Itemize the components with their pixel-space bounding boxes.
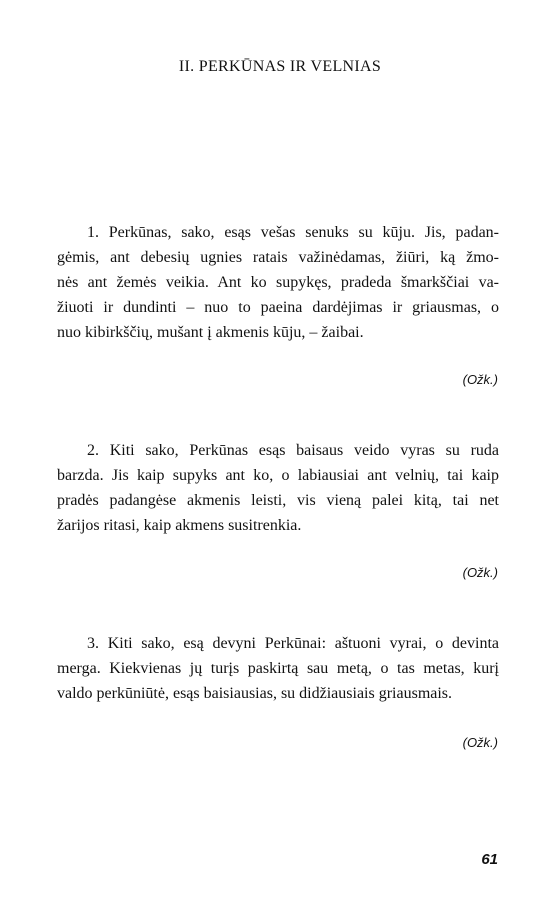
story-2 xyxy=(57,438,499,538)
source-note: (Ožk.) xyxy=(462,372,498,387)
story-1 xyxy=(57,220,499,345)
story-line: 3. Kiti sako, esą devyni Perkūnai: aštuoni vyrai, o devinta xyxy=(87,635,499,652)
story-line: valdo perkūniūtė, esąs baisiausias, su didžiausiais griausmais. xyxy=(57,685,453,702)
story-line: gėmis, ant debesių ugnies ratais važinėdamas, žiūri, ką žmo- xyxy=(57,249,499,266)
story-line: nuo kibirkščių, mušant į akmenis kūju, – žaibai. xyxy=(57,324,364,341)
story-line: barzda. Jis kaip supyks ant ko, o labiausiai ant velnių, tai kaip xyxy=(57,467,499,484)
story-line: žiuoti ir dundinti – nuo to paeina dardėjimas ir griausmas, o xyxy=(57,299,499,316)
story-line: merga. Kiekvienas jų turįs paskirtą sau metą, o tas metas, kurį xyxy=(57,660,499,677)
source-note: (Ožk.) xyxy=(462,565,498,580)
story-line: 2. Kiti sako, Perkūnas esąs baisaus veido vyras su ruda xyxy=(87,442,499,459)
page-number: 61 xyxy=(481,851,498,868)
story-line: žarijos ritasi, kaip akmens susitrenkia. xyxy=(57,517,302,534)
page-title: II. PERKŪNAS IR VELNIAS xyxy=(178,58,382,75)
source-note: (Ožk.) xyxy=(462,735,498,750)
story-3 xyxy=(57,631,499,706)
story-line: nės ant žemės veikia. Ant ko supykęs, pradeda šmarkščiai va- xyxy=(57,274,499,291)
story-line: 1. Perkūnas, sako, esąs vešas senuks su kūju. Jis, padan- xyxy=(87,224,499,241)
story-line: pradės padangėse akmenis leisti, vis vieną palei kitą, tai net xyxy=(57,492,499,509)
